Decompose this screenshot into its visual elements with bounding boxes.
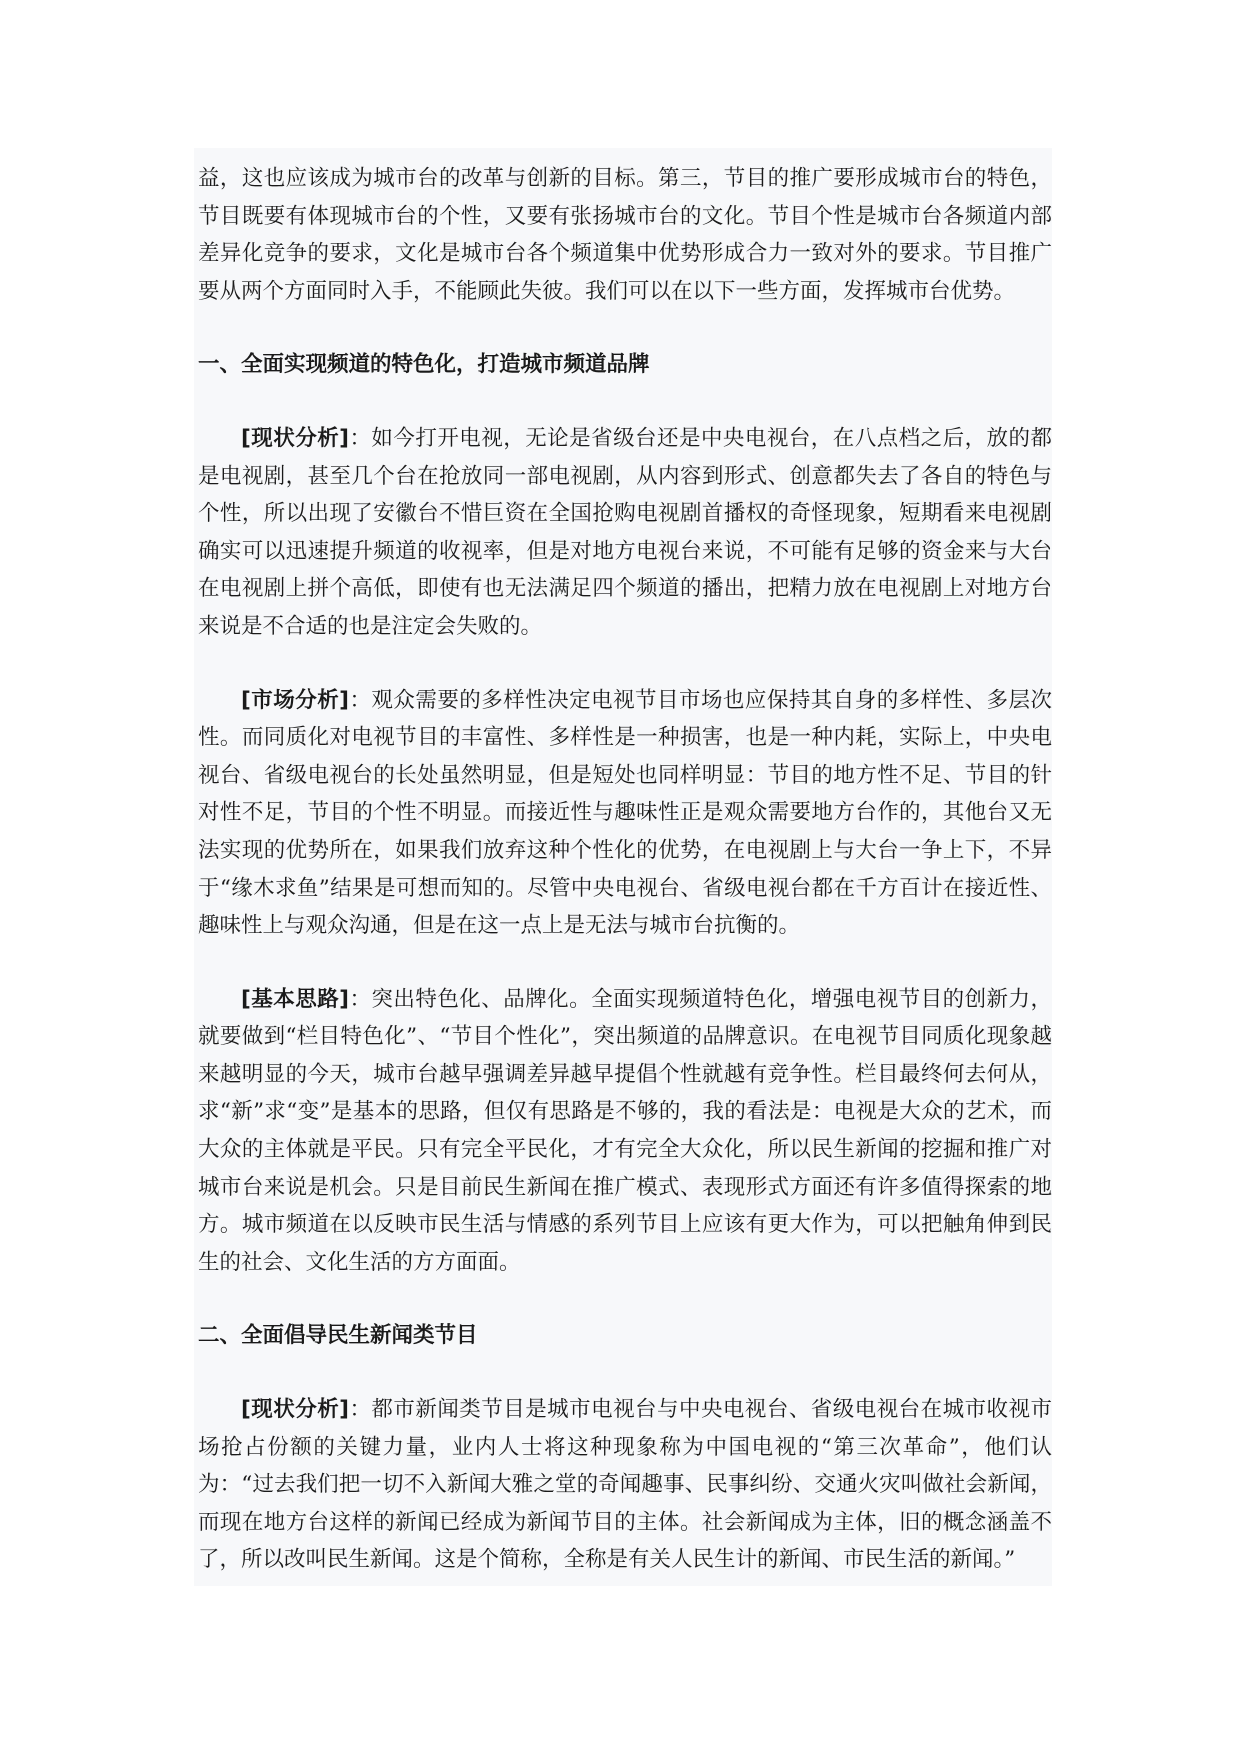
document-text-block: [194, 148, 1052, 1586]
section-1-heading: 一、全面实现频道的特色化，打造城市频道品牌: [198, 352, 650, 378]
paragraph-label: [现状分析]: [241, 425, 349, 451]
section-1-paragraph-approach: [198, 981, 1052, 1282]
section-1-paragraph-status: [198, 420, 1052, 646]
paragraph-label: [现状分析]: [241, 1397, 349, 1423]
intro-paragraph: 益，这也应该成为城市台的改革与创新的目标。第三，节目的推广要形成城市台的特色，节目既要有体现城市台的个性，又要有张扬城市台的文化。节目个性是城市台各频道内部差异化竞争的要求，文化是城市台各个频道集中优势形成合力一致对外的要求。节目推广要从两个方面同时入手，不能顾此失彼。我们可以在以下一些方面，发挥城市台优势。: [198, 166, 1052, 304]
paragraph-text: ：观众需要的多样性决定电视节目市场也应保持其自身的多样性、多层次性。而同质化对电视节目的丰富性、多样性是一种损害，也是一种内耗，实际上，中央电视台、省级电视台的长处虽然明显，但是短处也同样明显：节目的地方性不足、节目的针对性不足，节目的个性不明显。而接近性与趣味性正是观众需要地方台作的，其他台又无法实现的优势所在，如果我们放弃这种个性化的优势，在电视剧上与大台一争上下，不异于“缘木求鱼”结果是可想而知的。尽管中央电视台、省级电视台都在千方百计在接近性、趣味性上与观众沟通，但是在这一点上是无法与城市台抗衡的。: [198, 687, 1052, 939]
paragraph-text: ：都市新闻类节目是城市电视台与中央电视台、省级电视台在城市收视市场抢占份额的关键力量，业内人士将这种现象称为中国电视的“第三次革命”，他们认为：“过去我们把一切不入新闻大雅之堂的奇闻趣事、民事纠纷、交通火灾叫做社会新闻，而现在地方台这样的新闻已经成为新闻节目的主体。社会新闻成为主体，旧的概念涵盖不了，所以改叫民生新闻。这是个简称，全称是有关人民生计的新闻、市民生活的新闻。”: [198, 1397, 1052, 1573]
section-2-paragraph-status: [198, 1391, 1052, 1579]
section-2-heading: 二、全面倡导民生新闻类节目: [198, 1323, 478, 1349]
section-1-paragraph-market: [198, 682, 1052, 945]
paragraph-text: ：如今打开电视，无论是省级台还是中央电视台，在八点档之后，放的都是电视剧，甚至几个台在抢放同一部电视剧，从内容到形式、创意都失去了各自的特色与个性，所以出现了安徽台不惜巨资在全国抢购电视剧首播权的奇怪现象，短期看来电视剧确实可以迅速提升频道的收视率，但是对地方电视台来说，不可能有足够的资金来与大台在电视剧上拼个高低，即使有也无法满足四个频道的播出，把精力放在电视剧上对地方台来说是不合适的也是注定会失败的。: [198, 425, 1052, 639]
paragraph-label: [市场分析]: [241, 687, 349, 713]
document-body: [194, 148, 1052, 1579]
paragraph-text: ：突出特色化、品牌化。全面实现频道特色化，增强电视节目的创新力，就要做到“栏目特色化”、“节目个性化”，突出频道的品牌意识。在电视节目同质化现象越来越明显的今天，城市台越早强调差异越早提倡个性就越有竞争性。栏目最终何去何从，求“新”求“变”是基本的思路，但仅有思路是不够的，我的看法是：电视是大众的艺术，而大众的主体就是平民。只有完全平民化，才有完全大众化，所以民生新闻的挖掘和推广对城市台来说是机会。只是目前民生新闻在推广模式、表现形式方面还有许多值得探索的地方。城市频道在以反映市民生活与情感的系列节目上应该有更大作为，可以把触角伸到民生的社会、文化生活的方方面面。: [198, 986, 1052, 1275]
paragraph-label: [基本思路]: [241, 986, 349, 1012]
